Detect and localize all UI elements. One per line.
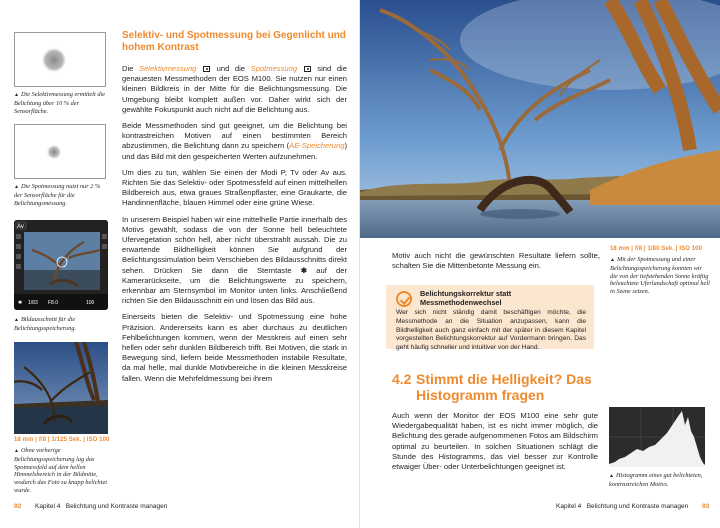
caption-lcd: ▲ Bildausschnitt für die Belichtungsspeicherung. [14, 316, 77, 332]
hero-photo-tree [360, 0, 720, 238]
right-text-bottom [392, 411, 598, 472]
exif-right-photo: 18 mm | f/8 | 1/80 Sek. | ISO 100 [610, 246, 703, 252]
paragraph-right-2: Auch wenn der Monitor der EOS M100 eine sehr gute Wiedergabequalität haben, ist es nicht immer möglich, die Belichtung des gerade aufgenommenen Fotos am Bildschirm optimal zu beurteilen. In solchen Situationen schlägt die Stunde des Histogramms, das viel besser zur Kontrolle etwaiger Über- oder Unterbelichtungen geeignet ist. [392, 411, 598, 472]
paragraph-4: In unserem Beispiel haben wir eine mittelhelle Partie innerhalb des Motivs gewählt, sodass die von der Sonne hell beleuchtete Ufervegetation schön hell, aber nicht überstrahlt aussah. Die zu erwartende Bildhelligkeit können Sie aufgrund der Belichtungssimulation beim Verschieben des Bildausschnitts direkt sehen. Drücken Sie dann die Sterntaste ✱ auf der Kamerarückseite, um die Belichtungswerte zu speichern, erkennbar am Sternsymbol im Monitor unten links. Anschließend richten Sie den Bildausschnitt ein und lösen das Bild aus. [122, 214, 347, 306]
footer-right [556, 503, 709, 510]
underexposed-photo [14, 342, 108, 434]
paragraph-3: Um dies zu tun, wählen Sie einen der Modi P, Tv oder Av aus. Richten Sie das Selektiv- oder Spotmessfeld auf einen mittelhellen Bildbereich aus, etwa graues Straßenpflaster, eine Graukarte, die Handinnenfläche, blauen Himmel oder eine grüne Wiese. [122, 167, 347, 208]
camera-lcd-screen [14, 220, 108, 310]
footer-chapter-right: Kapitel 4 Belichtung und Kontraste managen [556, 503, 689, 510]
footer-chapter-left: Kapitel 4 Belichtung und Kontraste managen [35, 503, 168, 510]
paragraph-1: Die Selektivmessung und die Spotmessung sind die genauesten Messmethoden der EOS M100. Sie nutzen nur einen kleinen Bildkreis in der Mitte für die Belichtungsmessung. Die Umgebung bleibt komplett außen vor. Daher wirkt sich der gewählte Fokuspunkt auch nicht auf die Belichtung aus. [122, 64, 347, 114]
tip-box-text: Wer sich nicht ständig damit beschäftigen möchte, die Messmethode an die Situation anzupassen, kann die Bildhelligkeit auch ganz einfach mit der später in diesem Kapitel vorgestellten Belichtungskorrektur auf Vordermann bringen. Das geht häufig schneller und intuitiver von der Hand. [396, 309, 586, 352]
caption-selective: ▲ Die Selektivmessung ermittelt die Belichtung über 10 % der Sensorfläche. [14, 91, 106, 115]
lcd-mode: Av [17, 224, 24, 230]
selective-metering-icon [203, 66, 210, 72]
checkmark-icon [396, 291, 412, 307]
paragraph-5: Einerseits bieten die Selektiv- und Spotmessung eine hohe Präzision. Andererseits kann es aber durchaus zu deutlichen Fehlbelichtungen kommen, wenn der Messkreis auf einen sehr hellen oder sehr dunklen Bildbereich trifft. Bei Motiven, die stark in Bewegung sind, liefern beide Messmethoden instabile Resultate, da mal helle, mal dunkle Motivbereiche in die kleinen Messkreise fallen. Wenn die Mehrfeldmessung bei ihrem [122, 312, 347, 383]
footer-left [14, 503, 167, 510]
lcd-shutter: 1/83 [28, 300, 38, 306]
tip-box-title: Belichtungskorrektur statt Messmethodenwechsel [420, 289, 512, 307]
section-number: 4.2 [392, 371, 412, 387]
exif-left-photo: 18 mm | f/8 | 1/125 Sek. | ISO 100 [14, 437, 110, 443]
paragraph-2: Beide Messmethoden sind gut geeignet, um die Belichtung bei kontrastreichen Motiven auf einen bestimmten Bereich abzustimmen, die Belichtung dann zu speichern (AE-Speicherung) und das Bild mit den gespeicherten Werten aufzunehmen. [122, 121, 347, 161]
left-text-column [122, 64, 347, 384]
star-key-icon: ✱ [300, 265, 308, 275]
caption-hero: ▲ Mit der Spotmessung und einer Belichtungsspeicherung konnten wir die von der tiefstehenden Sonne kräftig beleuchtete Uferlandschaft optimal hell in Szene setzen. [610, 256, 710, 296]
caption-histogram: ▲ Histogramm eines gut belichteten, kontrastreichen Motivs. [609, 472, 703, 488]
lcd-aperture: F8.0 [48, 300, 59, 306]
right-text-top [392, 251, 600, 271]
page-number-left: 92 [14, 503, 22, 510]
section-title-right: Stimmt die Helligkeit? Das Histogramm fragen [416, 371, 592, 403]
section-heading-left: Selektiv- und Spotmessung bei Gegenlicht und hohem Kontrast [122, 30, 346, 53]
svg-text:✱: ✱ [18, 300, 23, 306]
spot-metering-diagram [14, 124, 106, 179]
caption-spot: ▲ Die Spotmessung nutzt nur 2 % der Sensorfläche für die Belichtungsmessung. [14, 183, 101, 207]
lcd-iso: 100 [86, 300, 95, 306]
tip-box [386, 285, 594, 352]
page-number-right: 93 [702, 503, 710, 510]
histogram-graphic [609, 407, 705, 467]
caption-underexposed: ▲ Ohne vorherige Belichtungsspeicherung lag das Spotmessfeld auf dem hellen Himmelsbereich in der Bildmitte, wodurch das Foto zu knapp belichtet wurde. [14, 447, 107, 494]
selective-metering-diagram [14, 32, 106, 87]
spot-metering-icon [304, 66, 311, 72]
paragraph-right-1: Motiv auch nicht die gewünschten Resultate liefern sollte, schalten Sie die Mittenbetonte Messung ein. [392, 251, 600, 271]
